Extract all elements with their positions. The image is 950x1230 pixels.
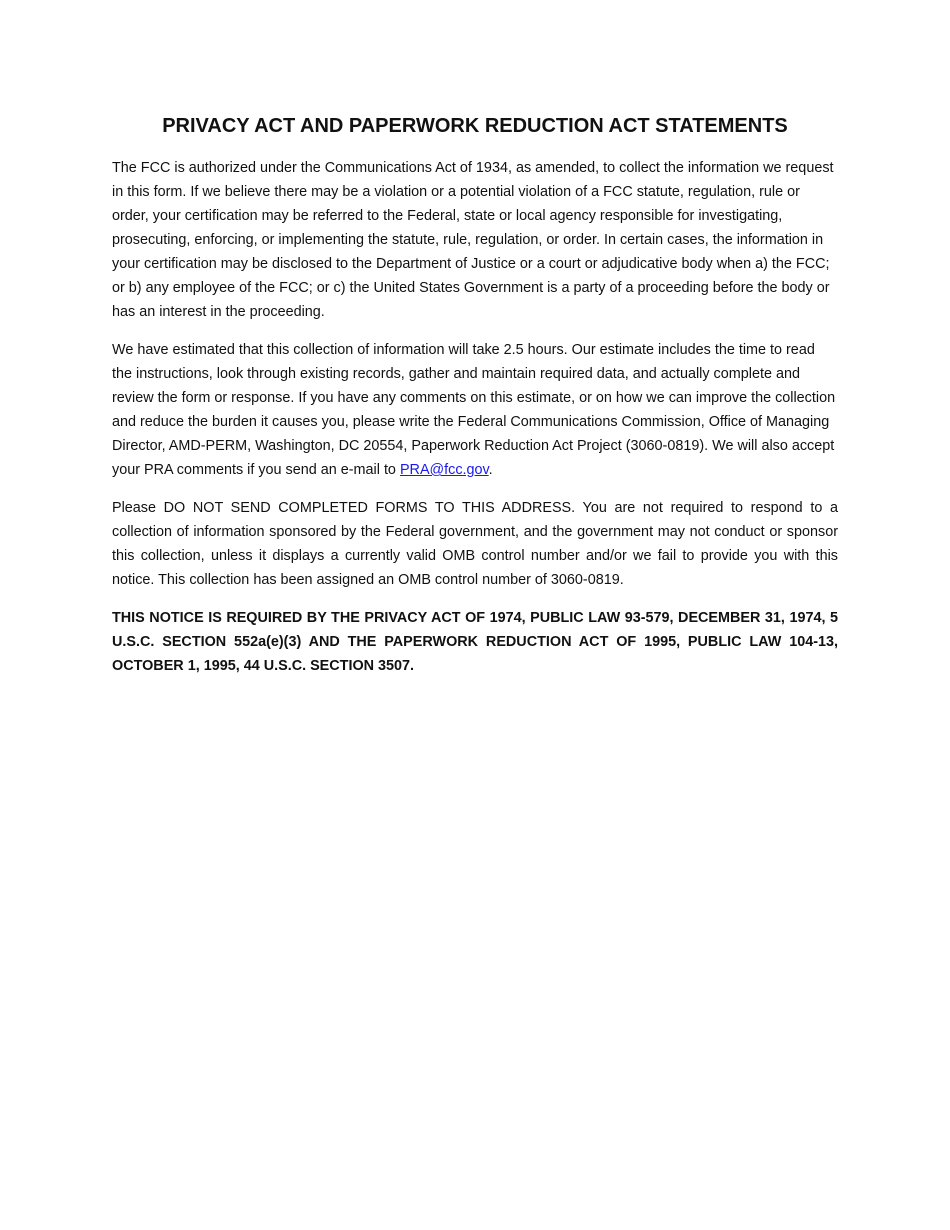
document-page xyxy=(112,112,838,692)
omb-control-paragraph: Please DO NOT SEND COMPLETED FORMS TO THIS ADDRESS. You are not required to respond to a collection of information sponsored by the Federal government, and the government may not conduct or sponsor this collection, unless it displays a currently valid OMB control number and/or we fail to provide you with this notice. This collection has been assigned an OMB control number of 3060-0819. xyxy=(112,500,838,588)
pra-email-link[interactable]: PRA@fcc.gov xyxy=(399,462,489,478)
legal-notice-paragraph: THIS NOTICE IS REQUIRED BY THE PRIVACY ACT OF 1974, PUBLIC LAW 93-579, DECEMBER 31, 1974, 5 U.S.C. SECTION 552a(e)(3) AND THE PAPERWORK REDUCTION ACT OF 1995, PUBLIC LAW 104-13, OCTOBER 1, 1995, 44 U.S.C. SECTION 3507. xyxy=(112,610,838,674)
authority-paragraph: The FCC is authorized under the Communications Act of 1934, as amended, to collect the information we request in this form. If we believe there may be a violation or a potential violation of a FCC statute, regulation, rule or order, your certification may be referred to the Federal, state or local agency responsible for investigating, prosecuting, enforcing, or implementing the statute, rule, regulation, or order. In certain cases, the information in your certification may be disclosed to the Department of Justice or a court or adjudicative body when a) the FCC; or b) any employee of the FCC; or c) the United States Government is a party of a proceeding before the body or has an interest in the proceeding. xyxy=(112,160,834,320)
page-title: PRIVACY ACT AND PAPERWORK REDUCTION ACT STATEMENTS xyxy=(162,115,788,137)
burden-estimate-text: We have estimated that this collection of information will take 2.5 hours. Our estimate includes the time to read the instructions, look through existing records, gather and maintain required data, and actually complete and review the form or response. If you have any comments on this estimate, or on how we can improve the collection and reduce the burden it causes you, please write the Federal Communications Commission, Office of Managing Director, AMD-PERM, Washington, DC 20554, Paperwork Reduction Act Project (3060-0819). We will also accept your PRA comments if you send an e-mail to xyxy=(112,342,836,478)
burden-estimate-paragraph xyxy=(112,338,838,482)
burden-estimate-end: . xyxy=(488,462,493,478)
